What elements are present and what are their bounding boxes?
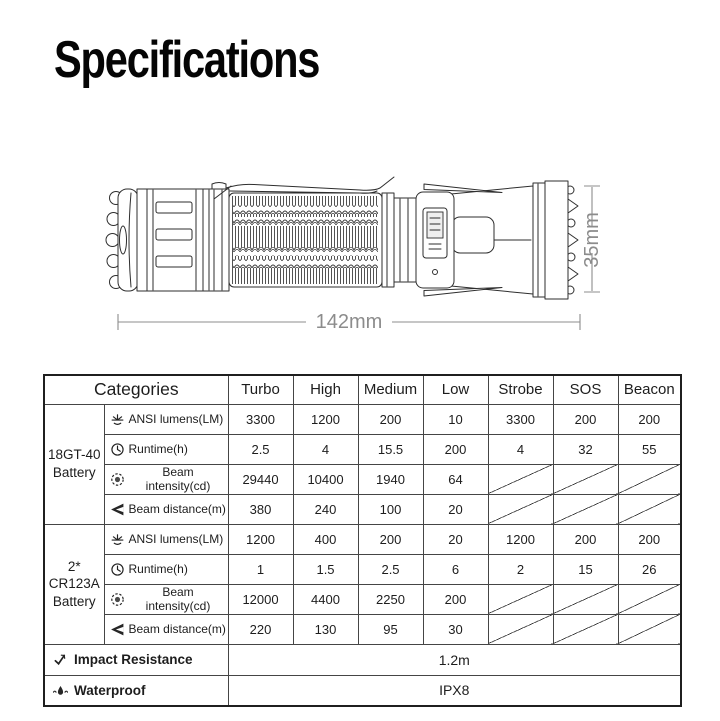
na-cell bbox=[488, 494, 553, 524]
impact-icon bbox=[53, 652, 68, 667]
height-dimension bbox=[581, 186, 603, 292]
brightness-icon bbox=[110, 532, 125, 547]
beam-distance-icon bbox=[110, 502, 125, 517]
row-label-runtime: Runtime(h) bbox=[104, 554, 228, 584]
value-cell: 200 bbox=[618, 404, 681, 434]
beam-intensity-icon bbox=[110, 592, 125, 607]
value-cell: 2.5 bbox=[228, 434, 293, 464]
knurled-body bbox=[229, 193, 382, 287]
waterproof-label: Waterproof bbox=[44, 675, 228, 706]
na-cell bbox=[618, 614, 681, 644]
value-cell: 400 bbox=[293, 524, 358, 554]
value-cell: 1200 bbox=[488, 524, 553, 554]
value-cell: 15 bbox=[553, 554, 618, 584]
mode-header-beacon: Beacon bbox=[618, 375, 681, 404]
row-label-beam-intensity: Beam intensity(cd) bbox=[104, 584, 228, 614]
value-cell: 15.5 bbox=[358, 434, 423, 464]
value-cell: 100 bbox=[358, 494, 423, 524]
value-cell: 200 bbox=[553, 404, 618, 434]
mode-header-turbo: Turbo bbox=[228, 375, 293, 404]
value-cell: 10400 bbox=[293, 464, 358, 494]
value-cell: 200 bbox=[618, 524, 681, 554]
value-cell: 1.5 bbox=[293, 554, 358, 584]
na-cell bbox=[553, 494, 618, 524]
tailcap bbox=[106, 189, 138, 291]
specification-table bbox=[43, 374, 682, 707]
value-cell: 4 bbox=[293, 434, 358, 464]
row-label-ansi-lumens: ANSI lumens(LM) bbox=[104, 404, 228, 434]
battery-label-cr123a: 2* CR123A Battery bbox=[44, 524, 104, 644]
mode-header-sos: SOS bbox=[553, 375, 618, 404]
value-cell: 64 bbox=[423, 464, 488, 494]
value-cell: 26 bbox=[618, 554, 681, 584]
categories-header: Categories bbox=[44, 375, 228, 404]
value-cell: 220 bbox=[228, 614, 293, 644]
na-cell bbox=[488, 464, 553, 494]
value-cell: 29440 bbox=[228, 464, 293, 494]
value-cell: 380 bbox=[228, 494, 293, 524]
value-cell: 95 bbox=[358, 614, 423, 644]
na-cell bbox=[618, 584, 681, 614]
value-cell: 32 bbox=[553, 434, 618, 464]
tail-grip-section bbox=[137, 183, 229, 292]
value-cell: 3300 bbox=[488, 404, 553, 434]
value-cell: 200 bbox=[423, 434, 488, 464]
waterproof-icon bbox=[53, 683, 68, 698]
value-cell: 240 bbox=[293, 494, 358, 524]
value-cell: 4 bbox=[488, 434, 553, 464]
beam-intensity-icon bbox=[110, 472, 125, 487]
na-cell bbox=[553, 584, 618, 614]
impact-resistance-label: Impact Resistance bbox=[44, 644, 228, 675]
mode-header-high: High bbox=[293, 375, 358, 404]
row-label-ansi-lumens: ANSI lumens(LM) bbox=[104, 524, 228, 554]
na-cell bbox=[553, 614, 618, 644]
value-cell: 20 bbox=[423, 524, 488, 554]
value-cell: 200 bbox=[423, 584, 488, 614]
value-cell: 130 bbox=[293, 614, 358, 644]
na-cell bbox=[618, 494, 681, 524]
battery-label-18gt40: 18GT-40 Battery bbox=[44, 404, 104, 524]
mode-header-medium: Medium bbox=[358, 375, 423, 404]
row-label-beam-intensity: Beam intensity(cd) bbox=[104, 464, 228, 494]
waterproof-value: IPX8 bbox=[228, 675, 681, 706]
mode-header-strobe: Strobe bbox=[488, 375, 553, 404]
height-dimension-label: 35mm bbox=[581, 212, 603, 268]
na-cell bbox=[488, 614, 553, 644]
na-cell bbox=[553, 464, 618, 494]
neck-joint bbox=[382, 193, 420, 287]
value-cell: 1200 bbox=[293, 404, 358, 434]
clock-icon bbox=[110, 442, 125, 457]
length-dimension-label: 142mm bbox=[315, 311, 383, 333]
value-cell: 55 bbox=[618, 434, 681, 464]
impact-resistance-value: 1.2m bbox=[228, 644, 681, 675]
value-cell: 30 bbox=[423, 614, 488, 644]
value-cell: 1200 bbox=[228, 524, 293, 554]
value-cell: 2.5 bbox=[358, 554, 423, 584]
value-cell: 10 bbox=[423, 404, 488, 434]
value-cell: 2250 bbox=[358, 584, 423, 614]
value-cell: 6 bbox=[423, 554, 488, 584]
brightness-icon bbox=[110, 412, 125, 427]
flashlight-diagram bbox=[95, 158, 620, 340]
mode-header-low: Low bbox=[423, 375, 488, 404]
na-cell bbox=[618, 464, 681, 494]
value-cell: 200 bbox=[358, 404, 423, 434]
value-cell: 20 bbox=[423, 494, 488, 524]
value-cell: 3300 bbox=[228, 404, 293, 434]
value-cell: 1940 bbox=[358, 464, 423, 494]
row-label-beam-distance: Beam distance(m) bbox=[104, 494, 228, 524]
length-dimension bbox=[118, 311, 580, 333]
value-cell: 200 bbox=[358, 524, 423, 554]
value-cell: 4400 bbox=[293, 584, 358, 614]
value-cell: 200 bbox=[553, 524, 618, 554]
value-cell: 2 bbox=[488, 554, 553, 584]
clock-icon bbox=[110, 562, 125, 577]
page-title: Specifications bbox=[54, 31, 320, 89]
na-cell bbox=[488, 584, 553, 614]
beam-distance-icon bbox=[110, 622, 125, 637]
row-label-beam-distance: Beam distance(m) bbox=[104, 614, 228, 644]
row-label-runtime: Runtime(h) bbox=[104, 434, 228, 464]
value-cell: 12000 bbox=[228, 584, 293, 614]
value-cell: 1 bbox=[228, 554, 293, 584]
